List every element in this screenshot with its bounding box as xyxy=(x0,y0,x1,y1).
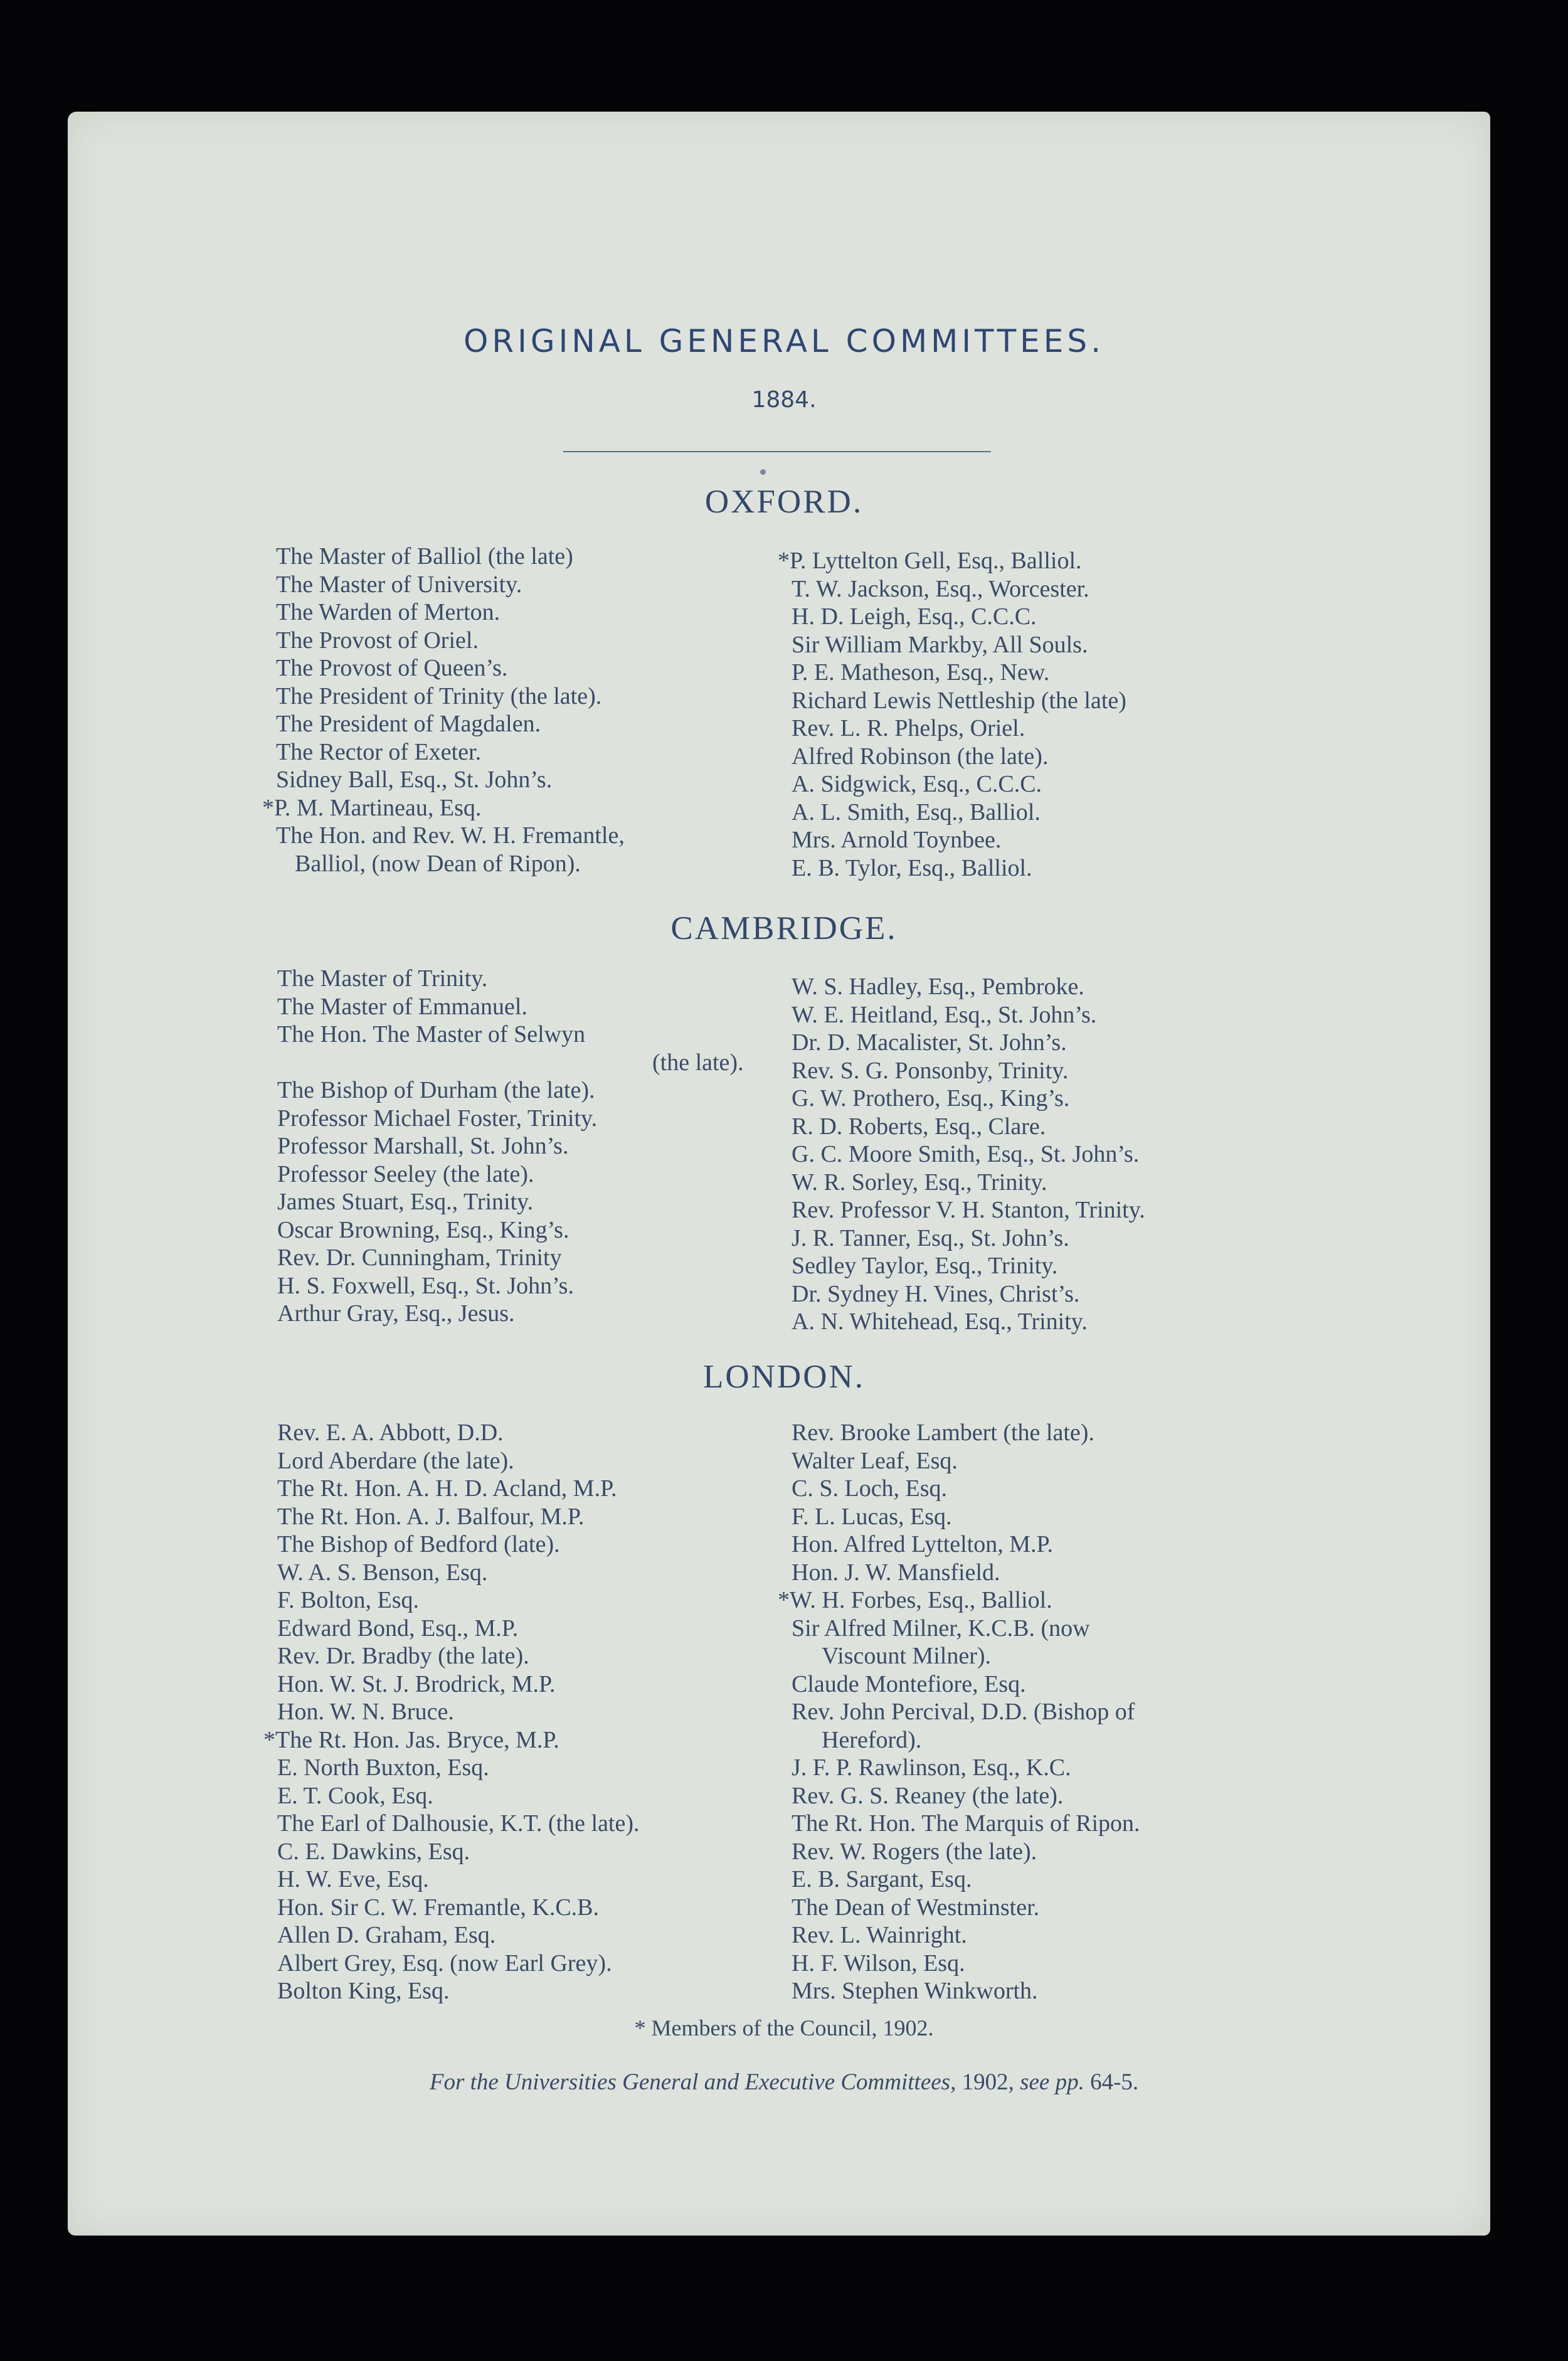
cambridge-right-column xyxy=(792,973,1145,1336)
list-item: The Provost of Queen’s. xyxy=(276,655,508,681)
list-item: Albert Grey, Esq. (now Earl Grey). xyxy=(277,1950,612,1976)
list-item: The Bishop of Bedford (late). xyxy=(277,1531,560,1557)
list-item: James Stuart, Esq., Trinity. xyxy=(277,1189,534,1215)
reference-year: 1902 xyxy=(961,2069,1009,2095)
list-item: W. A. S. Benson, Esq. xyxy=(277,1559,488,1586)
list-item: Professor Seeley (the late). xyxy=(277,1160,534,1187)
list-item: G. W. Prothero, Esq., King’s. xyxy=(792,1085,1070,1112)
list-item: The Master of Emmanuel. xyxy=(277,993,527,1020)
section-heading-london: LONDON. xyxy=(703,1359,865,1395)
list-item: Rev. Dr. Cunningham, Trinity xyxy=(277,1244,562,1271)
section-heading-oxford: OXFORD. xyxy=(704,484,864,520)
list-item: Richard Lewis Nettleship (the late) xyxy=(792,687,1126,714)
list-item: Rev. Brooke Lambert (the late). xyxy=(792,1419,1094,1446)
list-item: Rev. Dr. Bradby (the late). xyxy=(277,1643,529,1669)
list-item: Sir William Markby, All Souls. xyxy=(792,631,1088,658)
list-item: Rev. G. S. Reaney (the late). xyxy=(792,1782,1064,1809)
list-item: The Dean of Westminster. xyxy=(792,1894,1040,1921)
list-item: A. L. Smith, Esq., Balliol. xyxy=(792,798,1041,825)
cambridge-left-column xyxy=(277,965,744,1328)
list-item: The President of Magdalen. xyxy=(276,711,541,737)
list-item: Rev. S. G. Ponsonby, Trinity. xyxy=(792,1057,1069,1084)
list-item: E. B. Sargant, Esq. xyxy=(792,1866,972,1892)
list-item: W. S. Hadley, Esq., Pembroke. xyxy=(792,974,1084,1000)
list-item: E. T. Cook, Esq. xyxy=(277,1782,433,1809)
reference-pages: 64-5. xyxy=(1090,2069,1139,2095)
list-item: J. R. Tanner, Esq., St. John’s. xyxy=(792,1224,1069,1251)
page-title: ORIGINAL GENERAL COMMITTEES. xyxy=(463,323,1104,359)
list-item: Bolton King, Esq. xyxy=(277,1978,450,2004)
list-item: Claude Montefiore, Esq. xyxy=(792,1670,1026,1697)
list-item: Rev. Professor V. H. Stanton, Trinity. xyxy=(792,1197,1145,1223)
list-item: The Warden of Merton. xyxy=(276,599,501,625)
list-item: C. E. Dawkins, Esq. xyxy=(277,1838,470,1865)
list-item: Sedley Taylor, Esq., Trinity. xyxy=(792,1253,1058,1279)
list-item: Arthur Gray, Esq., Jesus. xyxy=(277,1300,515,1327)
list-item: Allen D. Graham, Esq. xyxy=(277,1922,496,1948)
list-item: C. S. Loch, Esq. xyxy=(792,1475,948,1502)
list-item: Hereford). xyxy=(822,1726,922,1753)
list-item: G. C. Moore Smith, Esq., St. John’s. xyxy=(792,1141,1140,1167)
list-item: W. E. Heitland, Esq., St. John’s. xyxy=(792,1001,1097,1028)
footnote: * Members of the Council, 1902. xyxy=(634,2015,934,2040)
list-item: R. D. Roberts, Esq., Clare. xyxy=(792,1113,1046,1140)
list-item: Oscar Browning, Esq., King’s. xyxy=(277,1216,569,1243)
list-item: The Master of University. xyxy=(276,571,522,598)
list-item: The Master of Balliol (the late) xyxy=(276,543,573,570)
list-item: Mrs. Arnold Toynbee. xyxy=(792,827,1002,853)
list-item: The Rector of Exeter. xyxy=(276,738,482,765)
list-item: Rev. L. Wainright. xyxy=(792,1922,967,1948)
list-item: The Provost of Oriel. xyxy=(276,627,479,654)
list-item: The Rt. Hon. A. J. Balfour, M.P. xyxy=(277,1503,585,1530)
list-item: Hon. J. W. Mansfield. xyxy=(792,1559,1000,1586)
list-item: Sidney Ball, Esq., St. John’s. xyxy=(276,767,553,793)
list-item: Hon. Alfred Lyttelton, M.P. xyxy=(792,1531,1053,1557)
reference-text: For the Universities General and Executive Committees, xyxy=(429,2069,962,2095)
list-item: The Master of Trinity. xyxy=(277,965,488,992)
list-item: Mrs. Stephen Winkworth. xyxy=(792,1978,1038,2004)
list-item: *P. M. Martineau, Esq. xyxy=(262,794,482,821)
list-item: The Earl of Dalhousie, K.T. (the late). xyxy=(277,1810,640,1837)
list-item: F. Bolton, Esq. xyxy=(277,1587,420,1613)
reference-note xyxy=(0,2069,1568,2096)
list-item: Dr. Sydney H. Vines, Christ’s. xyxy=(792,1280,1080,1307)
ornament-dot xyxy=(760,469,766,475)
list-item: Rev. L. R. Phelps, Oriel. xyxy=(792,715,1025,741)
list-item: The Rt. Hon. A. H. D. Acland, M.P. xyxy=(277,1475,617,1502)
list-item: The Hon. and Rev. W. H. Fremantle, xyxy=(276,822,625,849)
list-item: Balliol, (now Dean of Ripon). xyxy=(295,850,581,877)
list-item: *W. H. Forbes, Esq., Balliol. xyxy=(778,1587,1052,1613)
oxford-right-column xyxy=(778,547,1126,882)
list-item: Professor Marshall, St. John’s. xyxy=(277,1133,569,1159)
list-item: H. W. Eve, Esq. xyxy=(277,1866,429,1892)
title-divider xyxy=(563,451,991,452)
list-item: Lord Aberdare (the late). xyxy=(277,1447,514,1474)
list-item: Dr. D. Macalister, St. John’s. xyxy=(792,1029,1067,1056)
list-item: J. F. P. Rawlinson, Esq., K.C. xyxy=(792,1754,1071,1781)
list-item: H. S. Foxwell, Esq., St. John’s. xyxy=(277,1272,574,1299)
list-item: Rev. John Percival, D.D. (Bishop of xyxy=(792,1699,1135,1725)
list-item: T. W. Jackson, Esq., Worcester. xyxy=(792,575,1089,602)
list-item: Rev. E. A. Abbott, D.D. xyxy=(277,1419,504,1446)
oxford-left-column xyxy=(262,543,625,878)
list-item: W. R. Sorley, Esq., Trinity. xyxy=(792,1169,1047,1196)
list-item: A. N. Whitehead, Esq., Trinity. xyxy=(792,1308,1088,1335)
reference-see: , see pp. xyxy=(1008,2069,1091,2095)
page-year: 1884. xyxy=(751,387,817,413)
list-item: The Hon. The Master of Selwyn xyxy=(277,1021,586,1048)
list-item: P. E. Matheson, Esq., New. xyxy=(792,659,1050,686)
list-item: Edward Bond, Esq., M.P. xyxy=(277,1615,519,1642)
list-item: Professor Michael Foster, Trinity. xyxy=(277,1105,598,1132)
list-item: Walter Leaf, Esq. xyxy=(792,1447,958,1474)
london-right-column xyxy=(778,1419,1140,2005)
list-item: (the late). xyxy=(652,1049,744,1076)
list-item: H. D. Leigh, Esq., C.C.C. xyxy=(792,603,1037,630)
list-item: Sir Alfred Milner, K.C.B. (now xyxy=(792,1615,1090,1642)
list-item: Hon. Sir C. W. Fremantle, K.C.B. xyxy=(277,1894,600,1921)
list-item: Viscount Milner). xyxy=(822,1643,992,1669)
list-item: Rev. W. Rogers (the late). xyxy=(792,1838,1037,1865)
list-item: Hon. W. St. J. Brodrick, M.P. xyxy=(277,1670,556,1697)
list-item: E. B. Tylor, Esq., Balliol. xyxy=(792,854,1032,881)
london-left-column xyxy=(263,1419,640,2005)
list-item: Hon. W. N. Bruce. xyxy=(277,1699,454,1725)
list-item: The Rt. Hon. The Marquis of Ripon. xyxy=(792,1810,1140,1837)
list-item: E. North Buxton, Esq. xyxy=(277,1754,489,1781)
list-item: *P. Lyttelton Gell, Esq., Balliol. xyxy=(778,548,1082,574)
list-item: Alfred Robinson (the late). xyxy=(792,743,1049,770)
list-item: F. L. Lucas, Esq. xyxy=(792,1503,952,1530)
list-item: The President of Trinity (the late). xyxy=(276,682,602,709)
section-heading-cambridge: CAMBRIDGE. xyxy=(670,910,898,947)
list-item: The Bishop of Durham (the late). xyxy=(277,1077,595,1103)
list-item: A. Sidgwick, Esq., C.C.C. xyxy=(792,771,1042,797)
list-item: *The Rt. Hon. Jas. Bryce, M.P. xyxy=(263,1726,559,1753)
list-item: H. F. Wilson, Esq. xyxy=(792,1950,965,1976)
